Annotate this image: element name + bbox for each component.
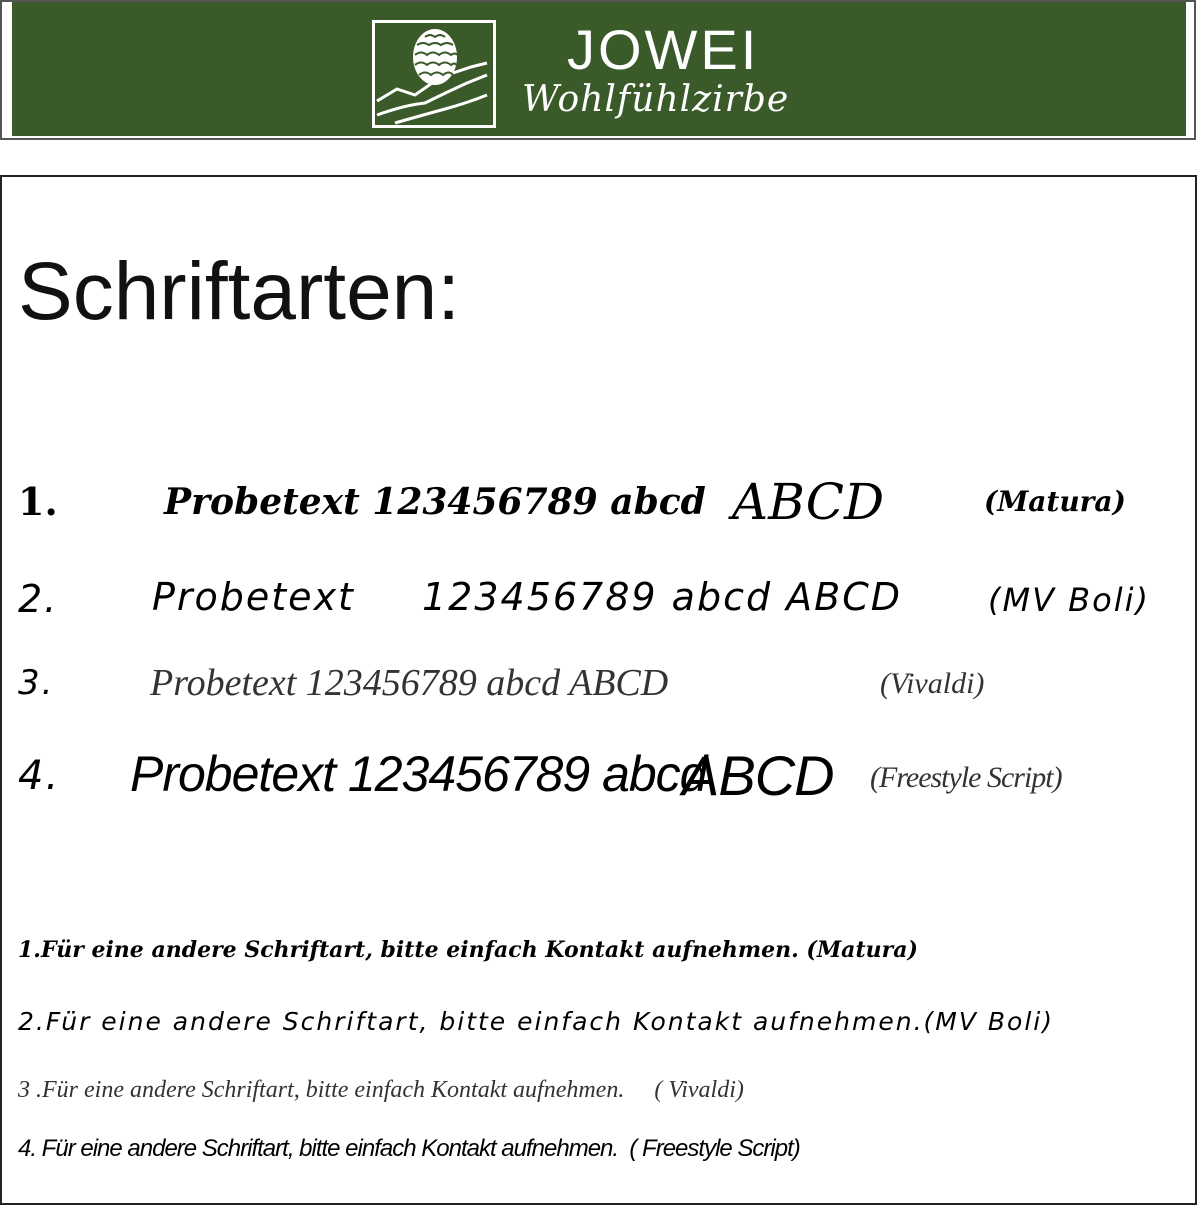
header-banner-frame: [0, 0, 1196, 140]
note-3: 3 .Für eine andere Schriftart, bitte einfach Kontakt aufnehmen. ( Vivaldi): [18, 1077, 744, 1103]
sample-row-1: [18, 473, 1188, 533]
page-title: Schriftarten:: [18, 246, 461, 337]
content-panel: [0, 175, 1197, 1205]
sample-font-label: (Vivaldi): [880, 667, 985, 700]
sample-number: 1.: [18, 479, 58, 524]
sample-text: Probetext: [152, 575, 355, 619]
sample-number: 3.: [18, 663, 55, 703]
note-2: 2.Für eine andere Schriftart, bitte einfach Kontakt aufnehmen.(MV Boli): [18, 1007, 1054, 1036]
sample-font-label: (MV Boli): [988, 581, 1150, 619]
note-1: 1.Für eine andere Schriftart, bitte einfach Kontakt aufnehmen. (Matura): [18, 937, 918, 963]
sample-number: 2.: [18, 577, 59, 621]
sample-text: Probetext 123456789 abcd: [130, 746, 707, 802]
sample-text: Probetext 123456789 abcd: [164, 481, 706, 523]
note-4: 4. Für eine andere Schriftart, bitte einfach Kontakt aufnehmen. ( Freestyle Script): [18, 1135, 800, 1162]
pinecone-mountain-logo-icon: [372, 20, 496, 128]
sample-caps: ABCD: [682, 744, 834, 807]
brand-tagline: Wohlfühlzirbe: [522, 79, 790, 120]
brand-name: JOWEI: [567, 18, 760, 81]
sample-caps: ABCD: [732, 473, 885, 531]
sample-number: 4.: [18, 753, 61, 799]
sample-text: Probetext 123456789 abcd ABCD: [150, 662, 669, 704]
sample-digits: 123456789 abcd ABCD: [422, 575, 903, 619]
sample-row-4: [18, 743, 1188, 813]
sample-font-label: (Freestyle Script): [870, 761, 1062, 794]
sample-font-label: (Matura): [984, 485, 1126, 518]
sample-row-2: [18, 573, 1188, 629]
header-banner: [12, 2, 1186, 136]
sample-row-3: [18, 661, 1188, 711]
